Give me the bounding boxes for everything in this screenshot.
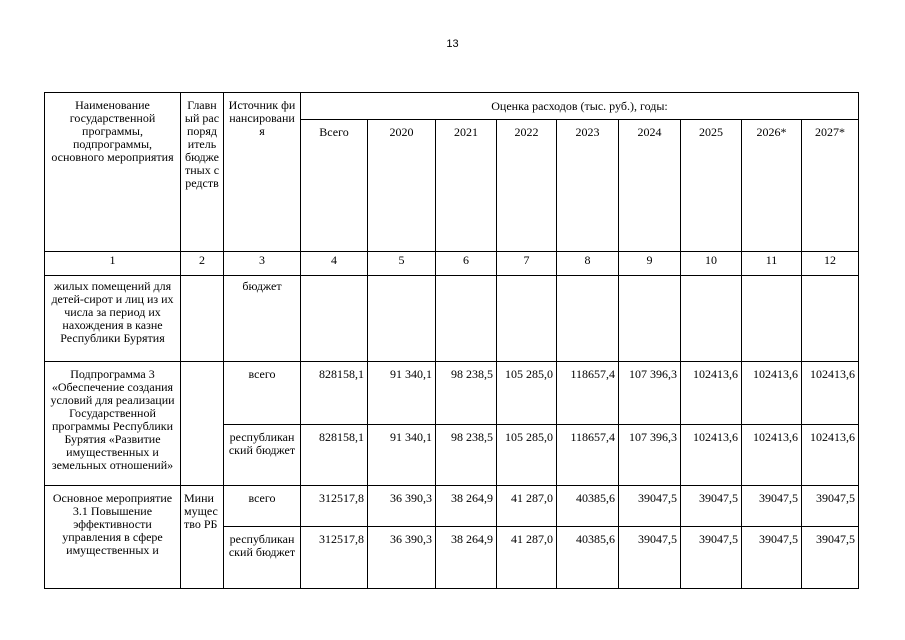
column-number: 1	[45, 252, 181, 276]
measure31-source-total: всего	[224, 486, 301, 527]
value-cell: 102413,6	[802, 362, 859, 425]
value-cell: 102413,6	[802, 425, 859, 486]
header-name: Наименование государственной программы, подпрограммы, основного мероприятия	[45, 93, 181, 252]
value-cell: 36 390,3	[368, 486, 436, 527]
value-cell: 102413,6	[681, 425, 742, 486]
value-cell: 107 396,3	[619, 425, 681, 486]
measure31-source-republic: республиканский бюджет	[224, 527, 301, 589]
header-year: 2027*	[802, 120, 859, 252]
value-cell: 41 287,0	[497, 527, 557, 589]
column-number: 4	[301, 252, 368, 276]
value-cell: 39047,5	[802, 527, 859, 589]
column-number: 10	[681, 252, 742, 276]
header-year: Всего	[301, 120, 368, 252]
value-cell: 40385,6	[557, 486, 619, 527]
budget-table	[44, 92, 859, 589]
value-cell: 39047,5	[619, 486, 681, 527]
value-cell: 38 264,9	[436, 527, 497, 589]
value-cell: 39047,5	[619, 527, 681, 589]
subprogram3-admin	[181, 362, 224, 486]
value-cell: 39047,5	[802, 486, 859, 527]
value-cell: 312517,8	[301, 527, 368, 589]
column-number: 2	[181, 252, 224, 276]
value-cell: 828158,1	[301, 362, 368, 425]
value-cell: 98 238,5	[436, 362, 497, 425]
continuation-source: бюджет	[224, 276, 301, 362]
value-cell: 41 287,0	[497, 486, 557, 527]
measure31-admin: Минимущество РБ	[181, 486, 224, 589]
value-cell: 105 285,0	[497, 362, 557, 425]
column-number: 7	[497, 252, 557, 276]
value-cell: 38 264,9	[436, 486, 497, 527]
value-cell: 39047,5	[742, 527, 802, 589]
continuation-admin	[181, 276, 224, 362]
column-number: 5	[368, 252, 436, 276]
header-year: 2022	[497, 120, 557, 252]
subprogram3-name: Подпрограмма 3 «Обеспечение создания условий для реализации Государственной программы Республики Бурятия «Развитие имущественных и земельных отношений»	[45, 362, 181, 486]
column-number: 11	[742, 252, 802, 276]
header-year: 2020	[368, 120, 436, 252]
header-admin: Главный распорядитель бюджетных средств	[181, 93, 224, 252]
header-year: 2025	[681, 120, 742, 252]
value-cell: 102413,6	[742, 362, 802, 425]
header-year: 2021	[436, 120, 497, 252]
value-cell: 107 396,3	[619, 362, 681, 425]
continuation-name: жилых помещений для детей-сирот и лиц из их числа за период их нахождения в казне Республики Бурятия	[45, 276, 181, 362]
value-cell: 828158,1	[301, 425, 368, 486]
value-cell: 118657,4	[557, 425, 619, 486]
header-expenses-title: Оценка расходов (тыс. руб.), годы:	[301, 93, 859, 120]
header-year: 2026*	[742, 120, 802, 252]
value-cell: 102413,6	[681, 362, 742, 425]
column-number: 3	[224, 252, 301, 276]
header-year: 2023	[557, 120, 619, 252]
page-number: 13	[446, 38, 459, 50]
subprogram3-source-republic: республиканский бюджет	[224, 425, 301, 486]
value-cell: 91 340,1	[368, 362, 436, 425]
value-cell: 98 238,5	[436, 425, 497, 486]
value-cell: 39047,5	[742, 486, 802, 527]
column-number: 8	[557, 252, 619, 276]
value-cell: 312517,8	[301, 486, 368, 527]
value-cell: 102413,6	[742, 425, 802, 486]
value-cell: 40385,6	[557, 527, 619, 589]
value-cell: 91 340,1	[368, 425, 436, 486]
measure31-name: Основное мероприятие 3.1 Повышение эффективности управления в сфере имущественных и	[45, 486, 181, 589]
column-number: 12	[802, 252, 859, 276]
value-cell: 39047,5	[681, 527, 742, 589]
subprogram3-source-total: всего	[224, 362, 301, 425]
value-cell: 105 285,0	[497, 425, 557, 486]
column-number: 6	[436, 252, 497, 276]
value-cell: 118657,4	[557, 362, 619, 425]
header-source: Источник финансирования	[224, 93, 301, 252]
column-number: 9	[619, 252, 681, 276]
value-cell: 39047,5	[681, 486, 742, 527]
value-cell: 36 390,3	[368, 527, 436, 589]
header-year: 2024	[619, 120, 681, 252]
